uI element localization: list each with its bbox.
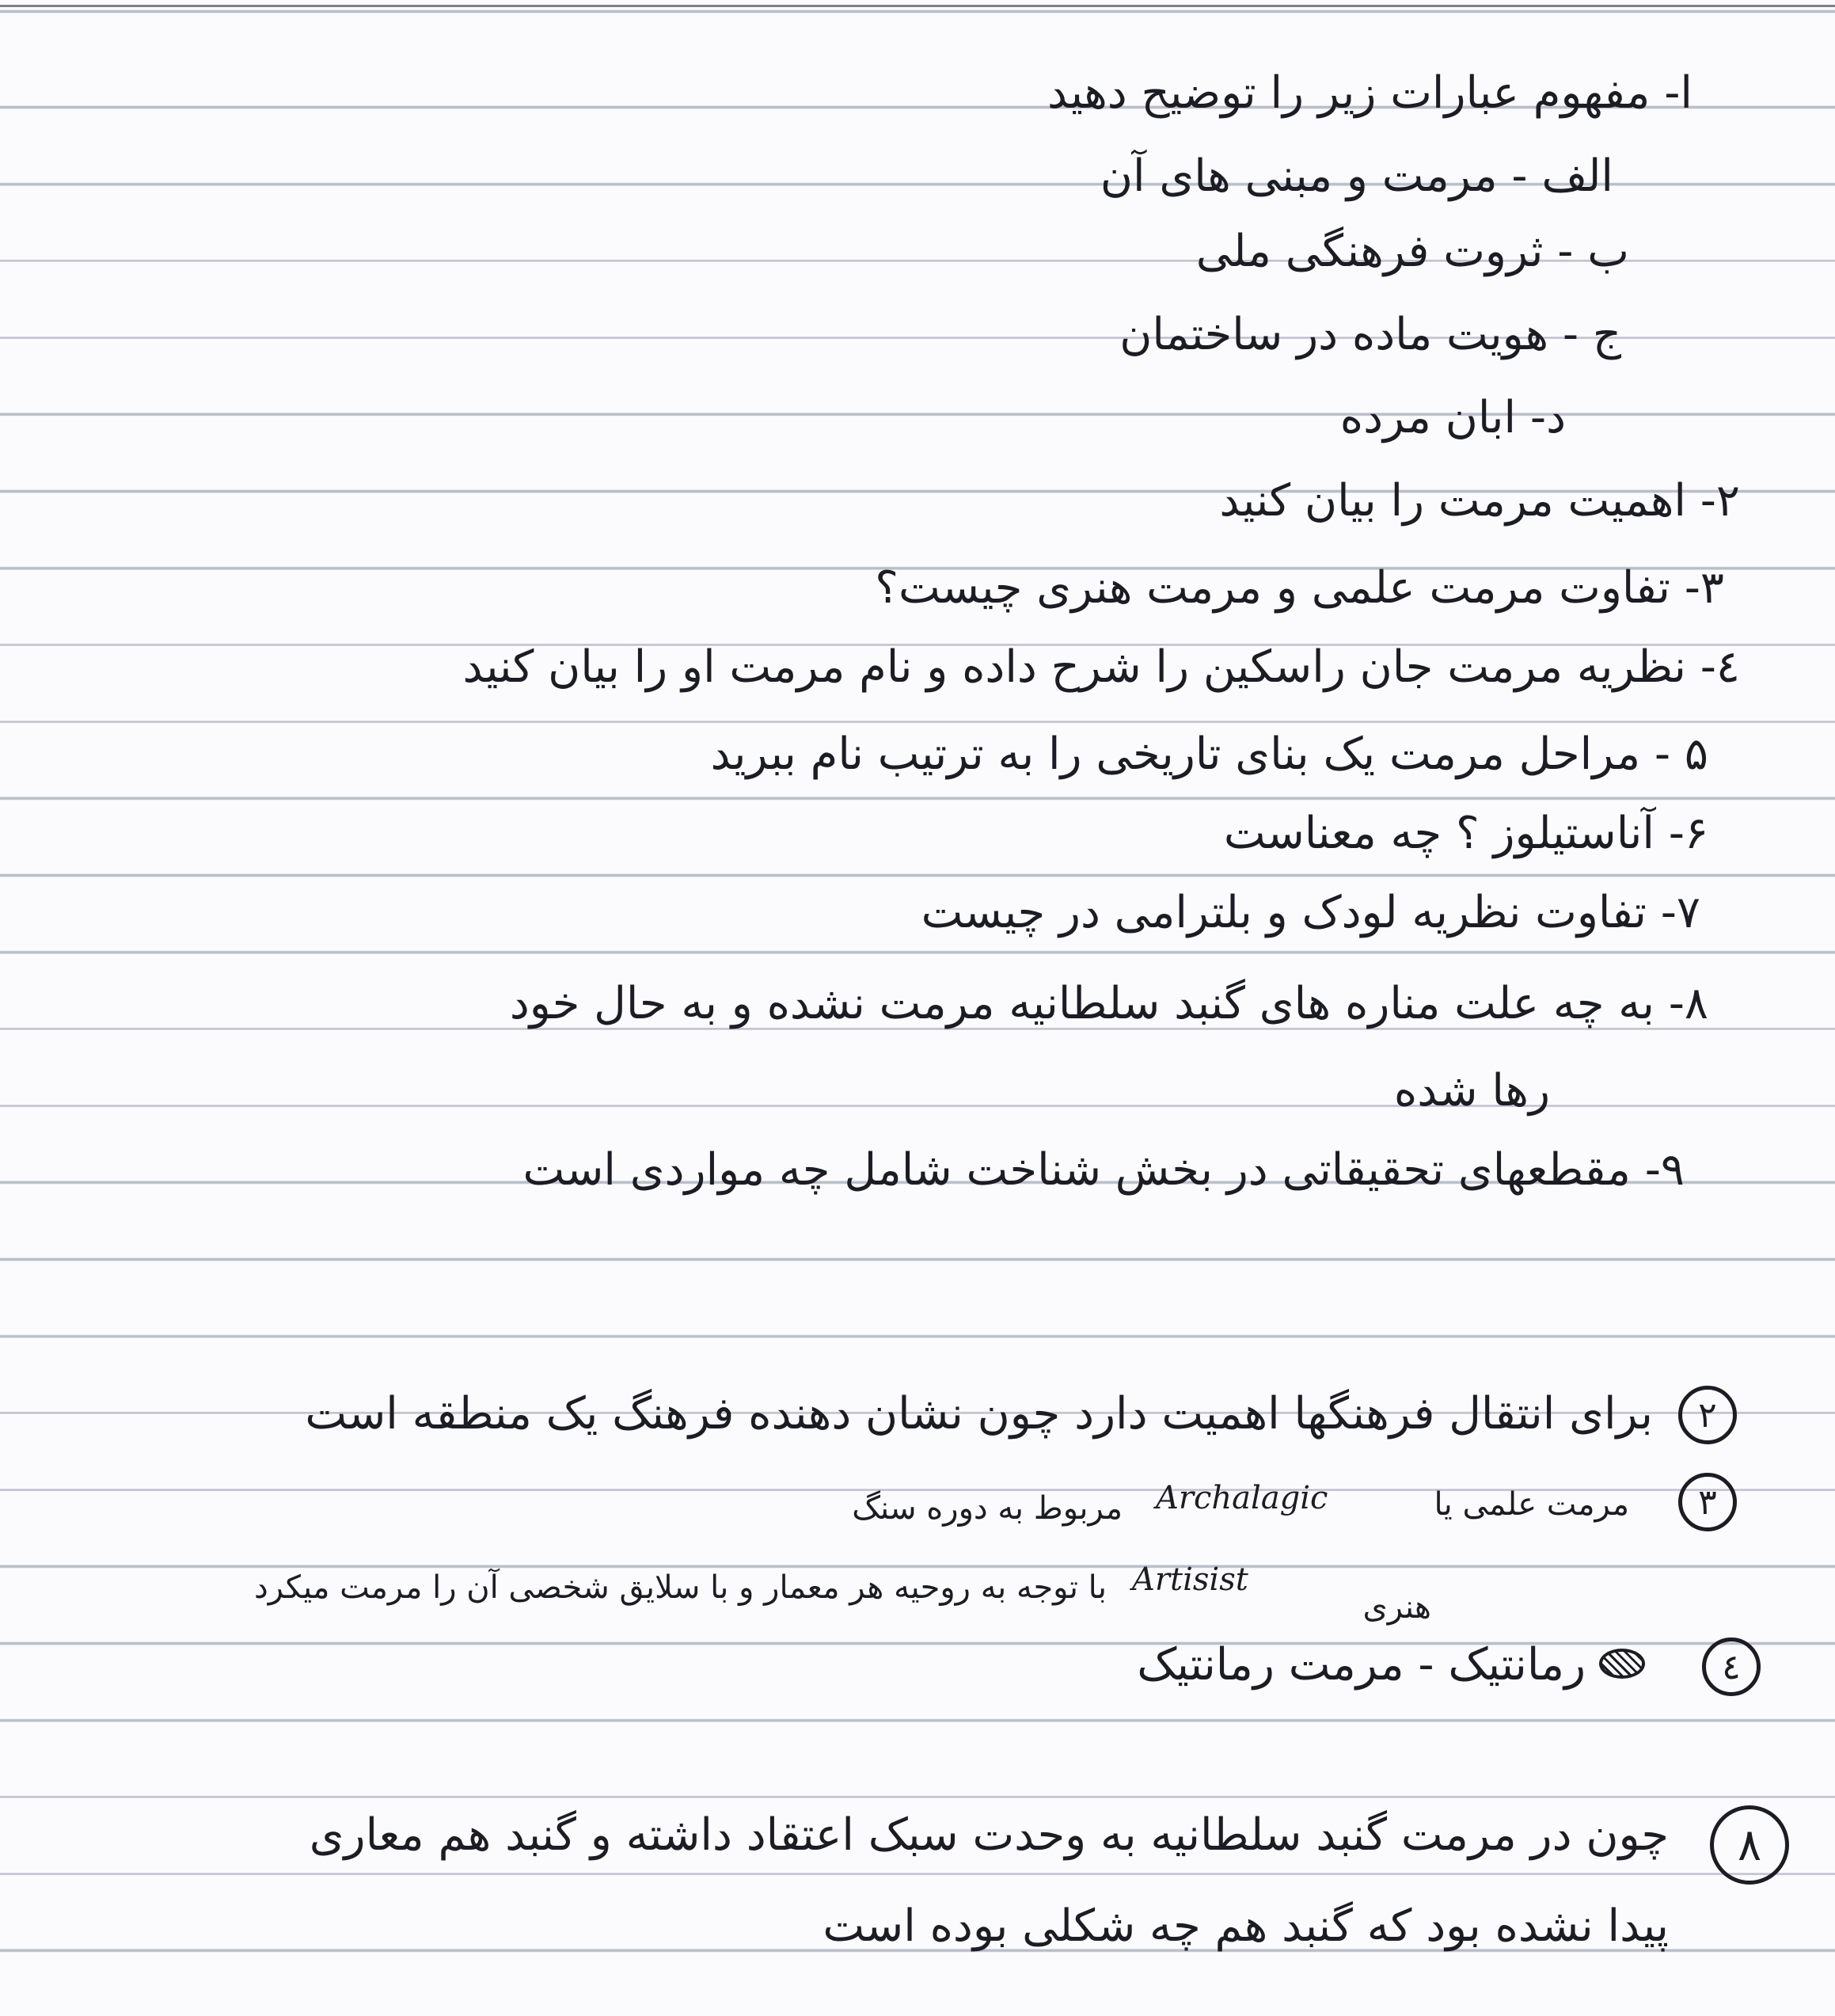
answer-3-line1-rest: مربوط به دوره سنگ — [852, 1490, 1123, 1527]
answer-2-text: برای انتقال فرهنگها اهمیت دارد چون نشان دهنده فرهنگ یک منطقه است — [305, 1388, 1653, 1440]
question-5: ۵ - مراحل مرمت یک بنای تاریخی را به ترتیب نام ببرید — [710, 728, 1708, 780]
question-1-a: الف - مرمت و مبنی های آن — [1100, 150, 1613, 202]
answer-8-number: ۸ — [1710, 1805, 1789, 1885]
answer-3-term-2: Artisist — [1132, 1561, 1248, 1598]
answer-8-line1: چون در مرمت گنبد سلطانیه به وحدت سبک اعتقاد داشته و گنبد هم معاری — [309, 1809, 1669, 1861]
question-1-b: ب - ثروت فرهنگی ملی — [1195, 226, 1629, 277]
question-1-d: د- ابان مرده — [1339, 392, 1566, 443]
question-7: ۷- تفاوت نظریه لودک و بلترامی در چیست — [921, 887, 1700, 938]
question-4: ٤- نظریه مرمت جان راسکین را شرح داده و نام مرمت او را بیان کنید — [462, 641, 1740, 693]
answer-3-term-1: Archalagic — [1156, 1480, 1328, 1516]
answer-3-number: ۳ — [1678, 1473, 1737, 1531]
scribble-mark-icon — [1599, 1649, 1645, 1679]
answer-3-note: هنری — [1362, 1589, 1431, 1626]
question-3: ۳- تفاوت مرمت علمی و مرمت هنری چیست؟ — [875, 562, 1724, 614]
answer-8-line2: پیدا نشده بود که گنبد هم چه شکلی بوده است — [823, 1900, 1669, 1952]
question-8-continued: رها شده — [1393, 1065, 1550, 1116]
top-rule — [0, 5, 1835, 7]
answer-2-number: ۲ — [1678, 1386, 1737, 1444]
question-9: ۹- مقطعهای تحقیقاتی در بخش شناخت شامل چه مواردی است — [522, 1144, 1685, 1196]
question-6: ۶- آناستیلوز ؟ چه معناست — [1223, 808, 1708, 859]
question-8: ۸- به چه علت مناره های گنبد سلطانیه مرمت نشده و به حال خود — [509, 978, 1708, 1029]
answer-3-line2: با توجه به روحیه هر معمار و با سلایق شخصی آن را مرمت میکرد — [253, 1569, 1107, 1606]
question-1-c: ج - هویت ماده در ساختمان — [1119, 309, 1621, 360]
answer-4-text: رمانتیک - مرمت رمانتیک — [1137, 1639, 1586, 1691]
answer-3-line1: مرمت علمی یا — [1434, 1486, 1629, 1523]
question-1: ا- مفهوم عبارات زیر را توضیح دهید — [1047, 67, 1693, 119]
answer-4-number: ٤ — [1702, 1638, 1761, 1696]
question-2: ۲- اهمیت مرمت را بیان کنید — [1219, 475, 1740, 527]
